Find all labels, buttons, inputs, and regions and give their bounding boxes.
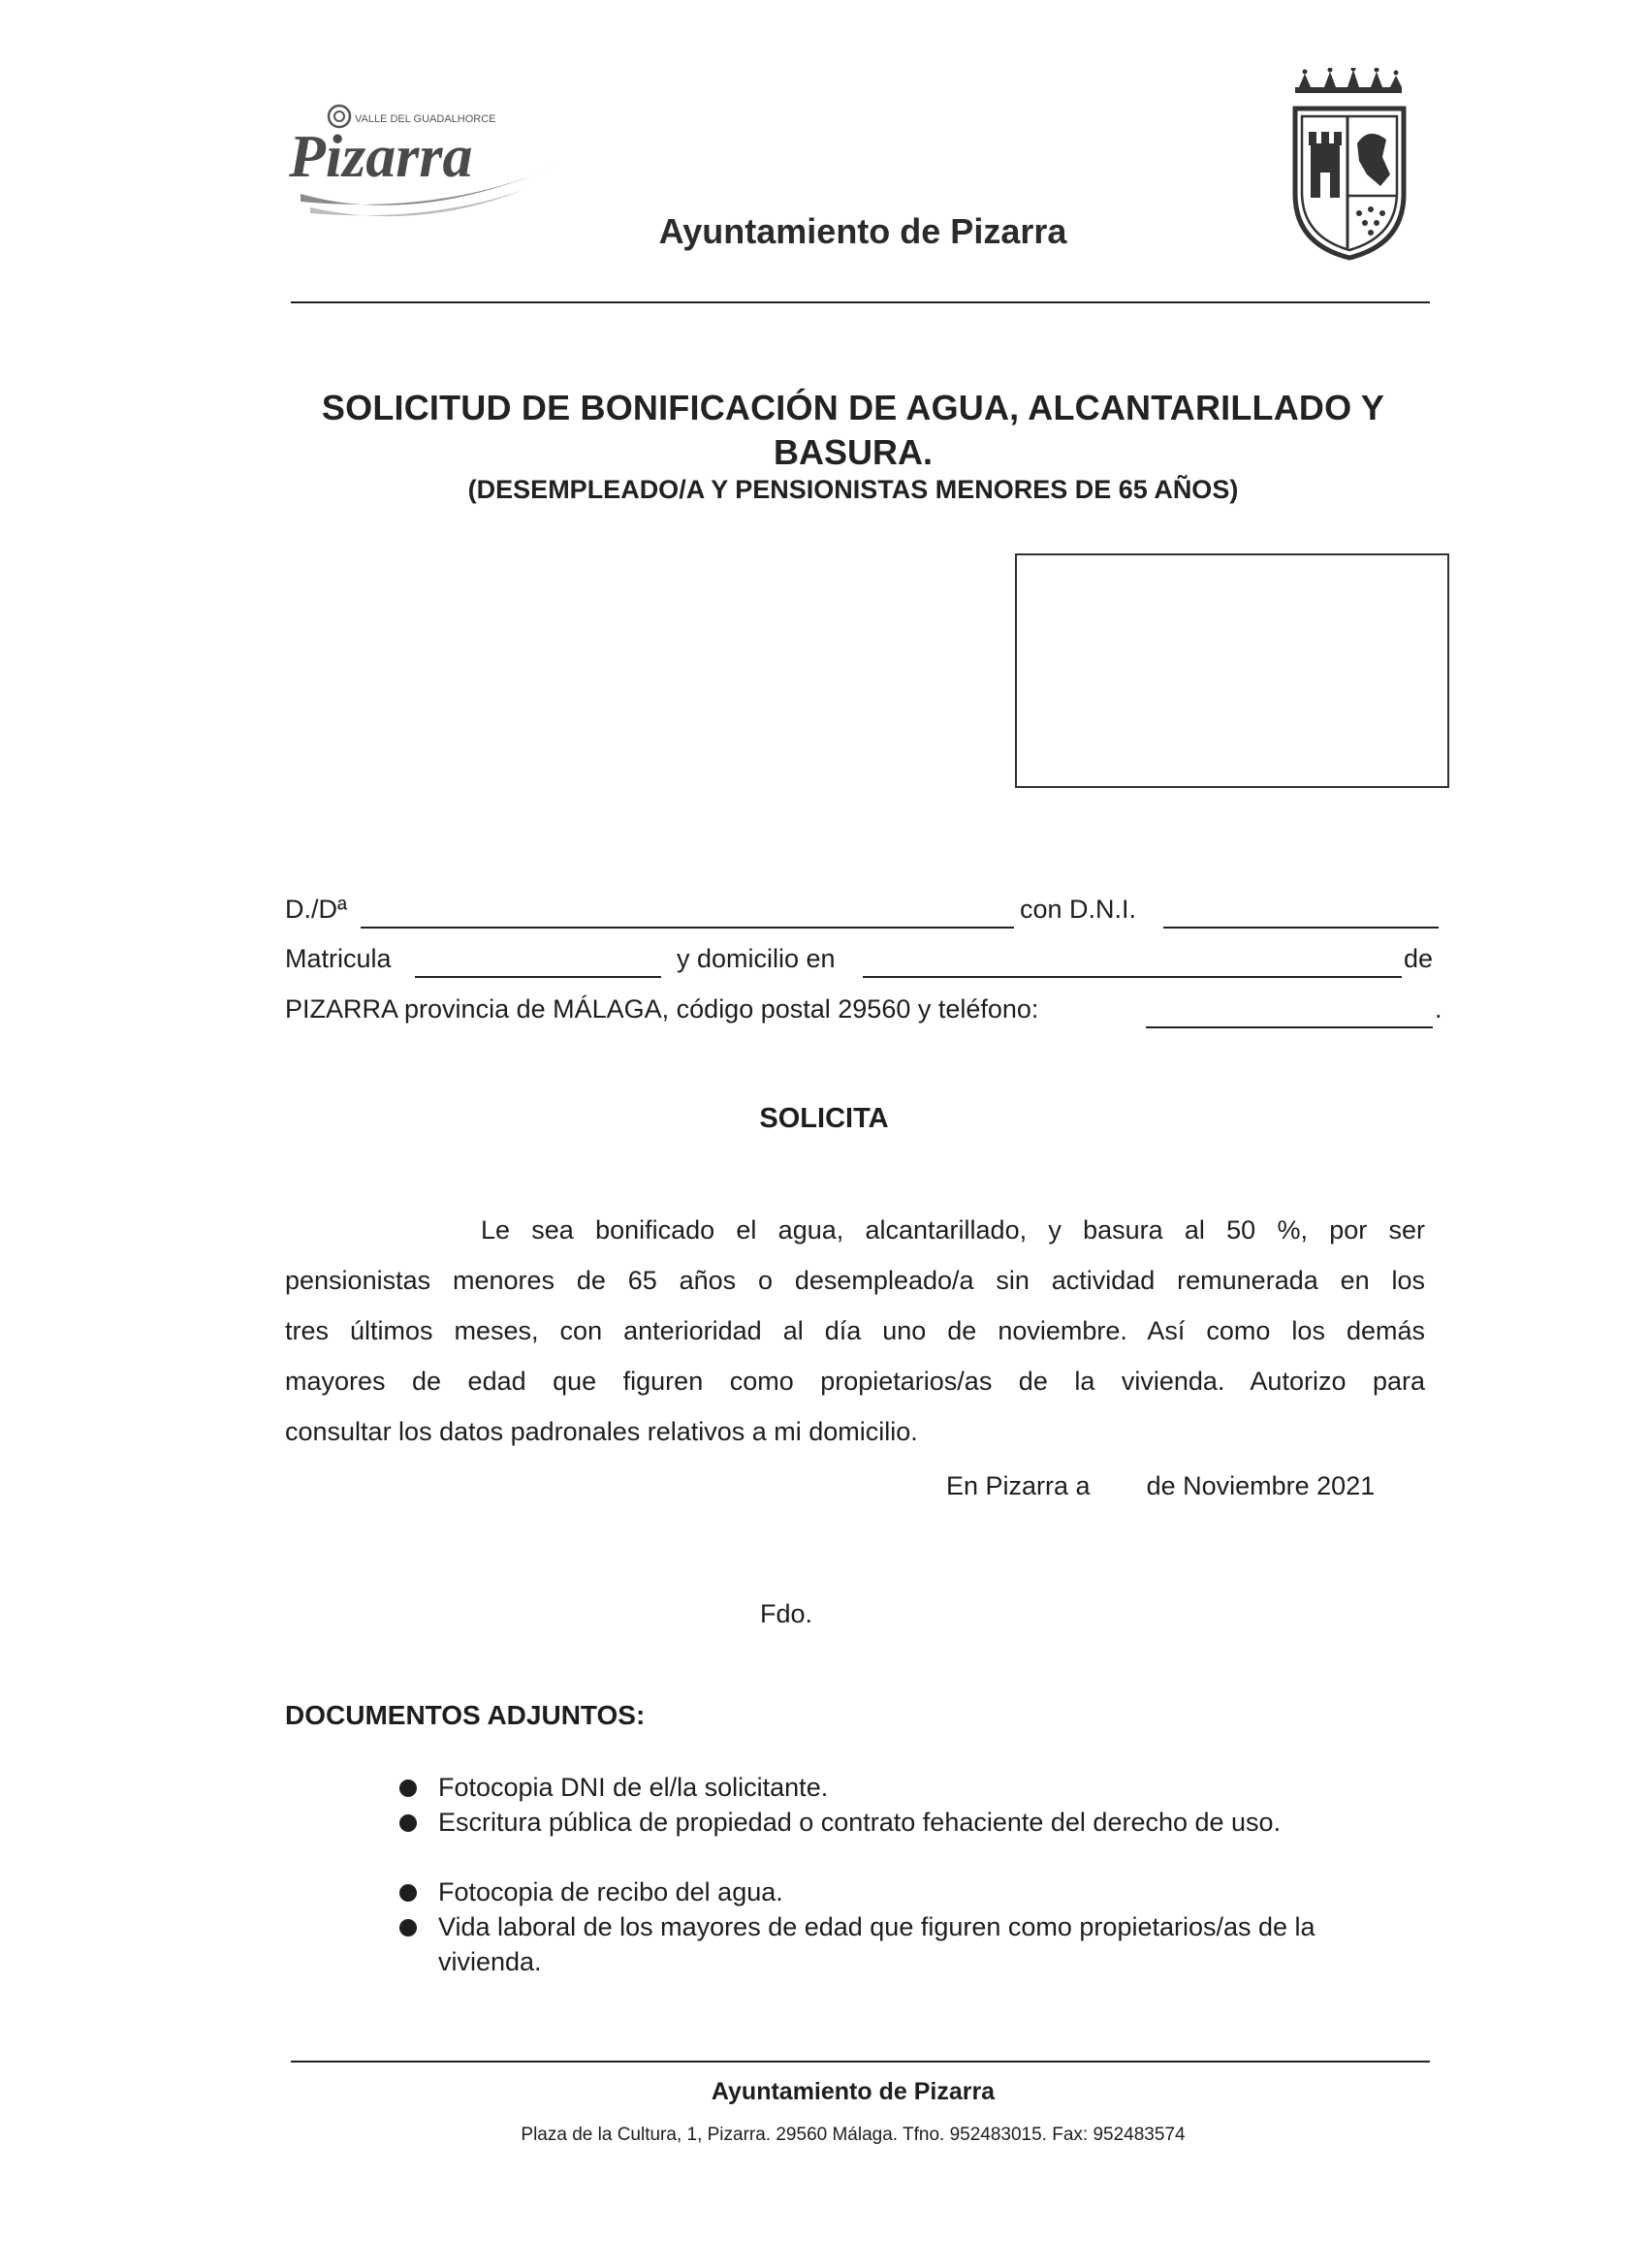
domicilio-field[interactable]: [863, 976, 1402, 978]
phone-field[interactable]: [1146, 1026, 1433, 1028]
address-phone-row: [285, 994, 1444, 1033]
request-line-3: tres últimos meses, con anterioridad al día uno de noviembre. Así como los demás: [285, 1316, 1425, 1345]
bullet-icon: [399, 1780, 417, 1797]
footer-address: Plaza de la Cultura, 1, Pizarra. 29560 Málaga. Tfno. 952483015. Fax: 952483574: [521, 2125, 1186, 2145]
matricula-label: Matricula: [285, 944, 392, 973]
request-line-2: pensionistas menores de 65 años o desempleado/a sin actividad remunerada en los: [285, 1266, 1425, 1295]
matricula-domicilio-row: [285, 944, 1444, 983]
solicita-heading: SOLICITA: [759, 1103, 889, 1134]
document-item-text: Fotocopia DNI de el/la solicitante.: [438, 1773, 829, 1802]
request-line-5: consultar los datos padronales relativos a mi domicilio.: [285, 1417, 918, 1446]
documents-heading: DOCUMENTOS ADJUNTOS:: [285, 1700, 646, 1730]
date-line: [946, 1471, 1375, 1501]
header-title: Ayuntamiento de Pizarra: [658, 211, 1067, 251]
header-divider: [291, 301, 1430, 303]
bullet-icon: [399, 1919, 417, 1937]
footer-name: Ayuntamiento de Pizarra: [711, 2078, 996, 2105]
document-item: [438, 1874, 1408, 1909]
address-text: PIZARRA provincia de MÁLAGA, código postal 29560 y teléfono:: [285, 994, 1039, 1024]
form-title-line-2: BASURA.: [773, 432, 933, 472]
matricula-field[interactable]: [415, 976, 661, 978]
document-item-text: Escritura pública de propiedad o contrato fehaciente del derecho de uso.: [438, 1808, 1282, 1837]
logo-tagline: VALLE DEL GUADALHORCE: [355, 113, 496, 125]
dni-field[interactable]: [1163, 927, 1439, 929]
name-field[interactable]: [361, 927, 1014, 929]
phone-period: .: [1435, 994, 1442, 1024]
request-line-1: Le sea bonificado el agua, alcantarillado, y basura al 50 %, por ser: [481, 1215, 1425, 1244]
request-line-4: mayores de edad que figuren como propietarios/as de la vivienda. Autorizo para: [285, 1367, 1425, 1396]
bullet-icon: [399, 1814, 417, 1832]
date-suffix: de Noviembre 2021: [1146, 1471, 1376, 1500]
document-item: [438, 1805, 1388, 1840]
domicilio-label: y domicilio en: [677, 944, 836, 973]
document-item: [438, 1770, 1408, 1805]
photo-box: [1015, 553, 1449, 788]
bullet-icon: [399, 1884, 417, 1902]
name-label: D./Dª: [285, 895, 347, 924]
footer-divider: [291, 2061, 1430, 2063]
de-label: de: [1404, 944, 1434, 973]
name-dni-row: [285, 895, 1444, 933]
document-item: [438, 1909, 1408, 1979]
document-item-text: Fotocopia de recibo del agua.: [438, 1877, 783, 1906]
document-item-text: Vida laboral de los mayores de edad que figuren como propietarios/as de la vivienda.: [438, 1912, 1315, 1976]
logo-name: Pizarra: [289, 124, 473, 190]
signature-label: Fdo.: [760, 1599, 813, 1628]
dni-label: con D.N.I.: [1020, 895, 1137, 924]
form-title-line-1: SOLICITUD DE BONIFICACIÓN DE AGUA, ALCANTARILLADO Y: [321, 388, 1385, 427]
pizarra-logo: [281, 101, 562, 227]
coat-of-arms-icon: [1289, 68, 1410, 262]
date-prefix: En Pizarra a: [946, 1471, 1091, 1500]
form-subtitle: (DESEMPLEADO/A Y PENSIONISTAS MENORES DE 65 AÑOS): [467, 475, 1239, 504]
